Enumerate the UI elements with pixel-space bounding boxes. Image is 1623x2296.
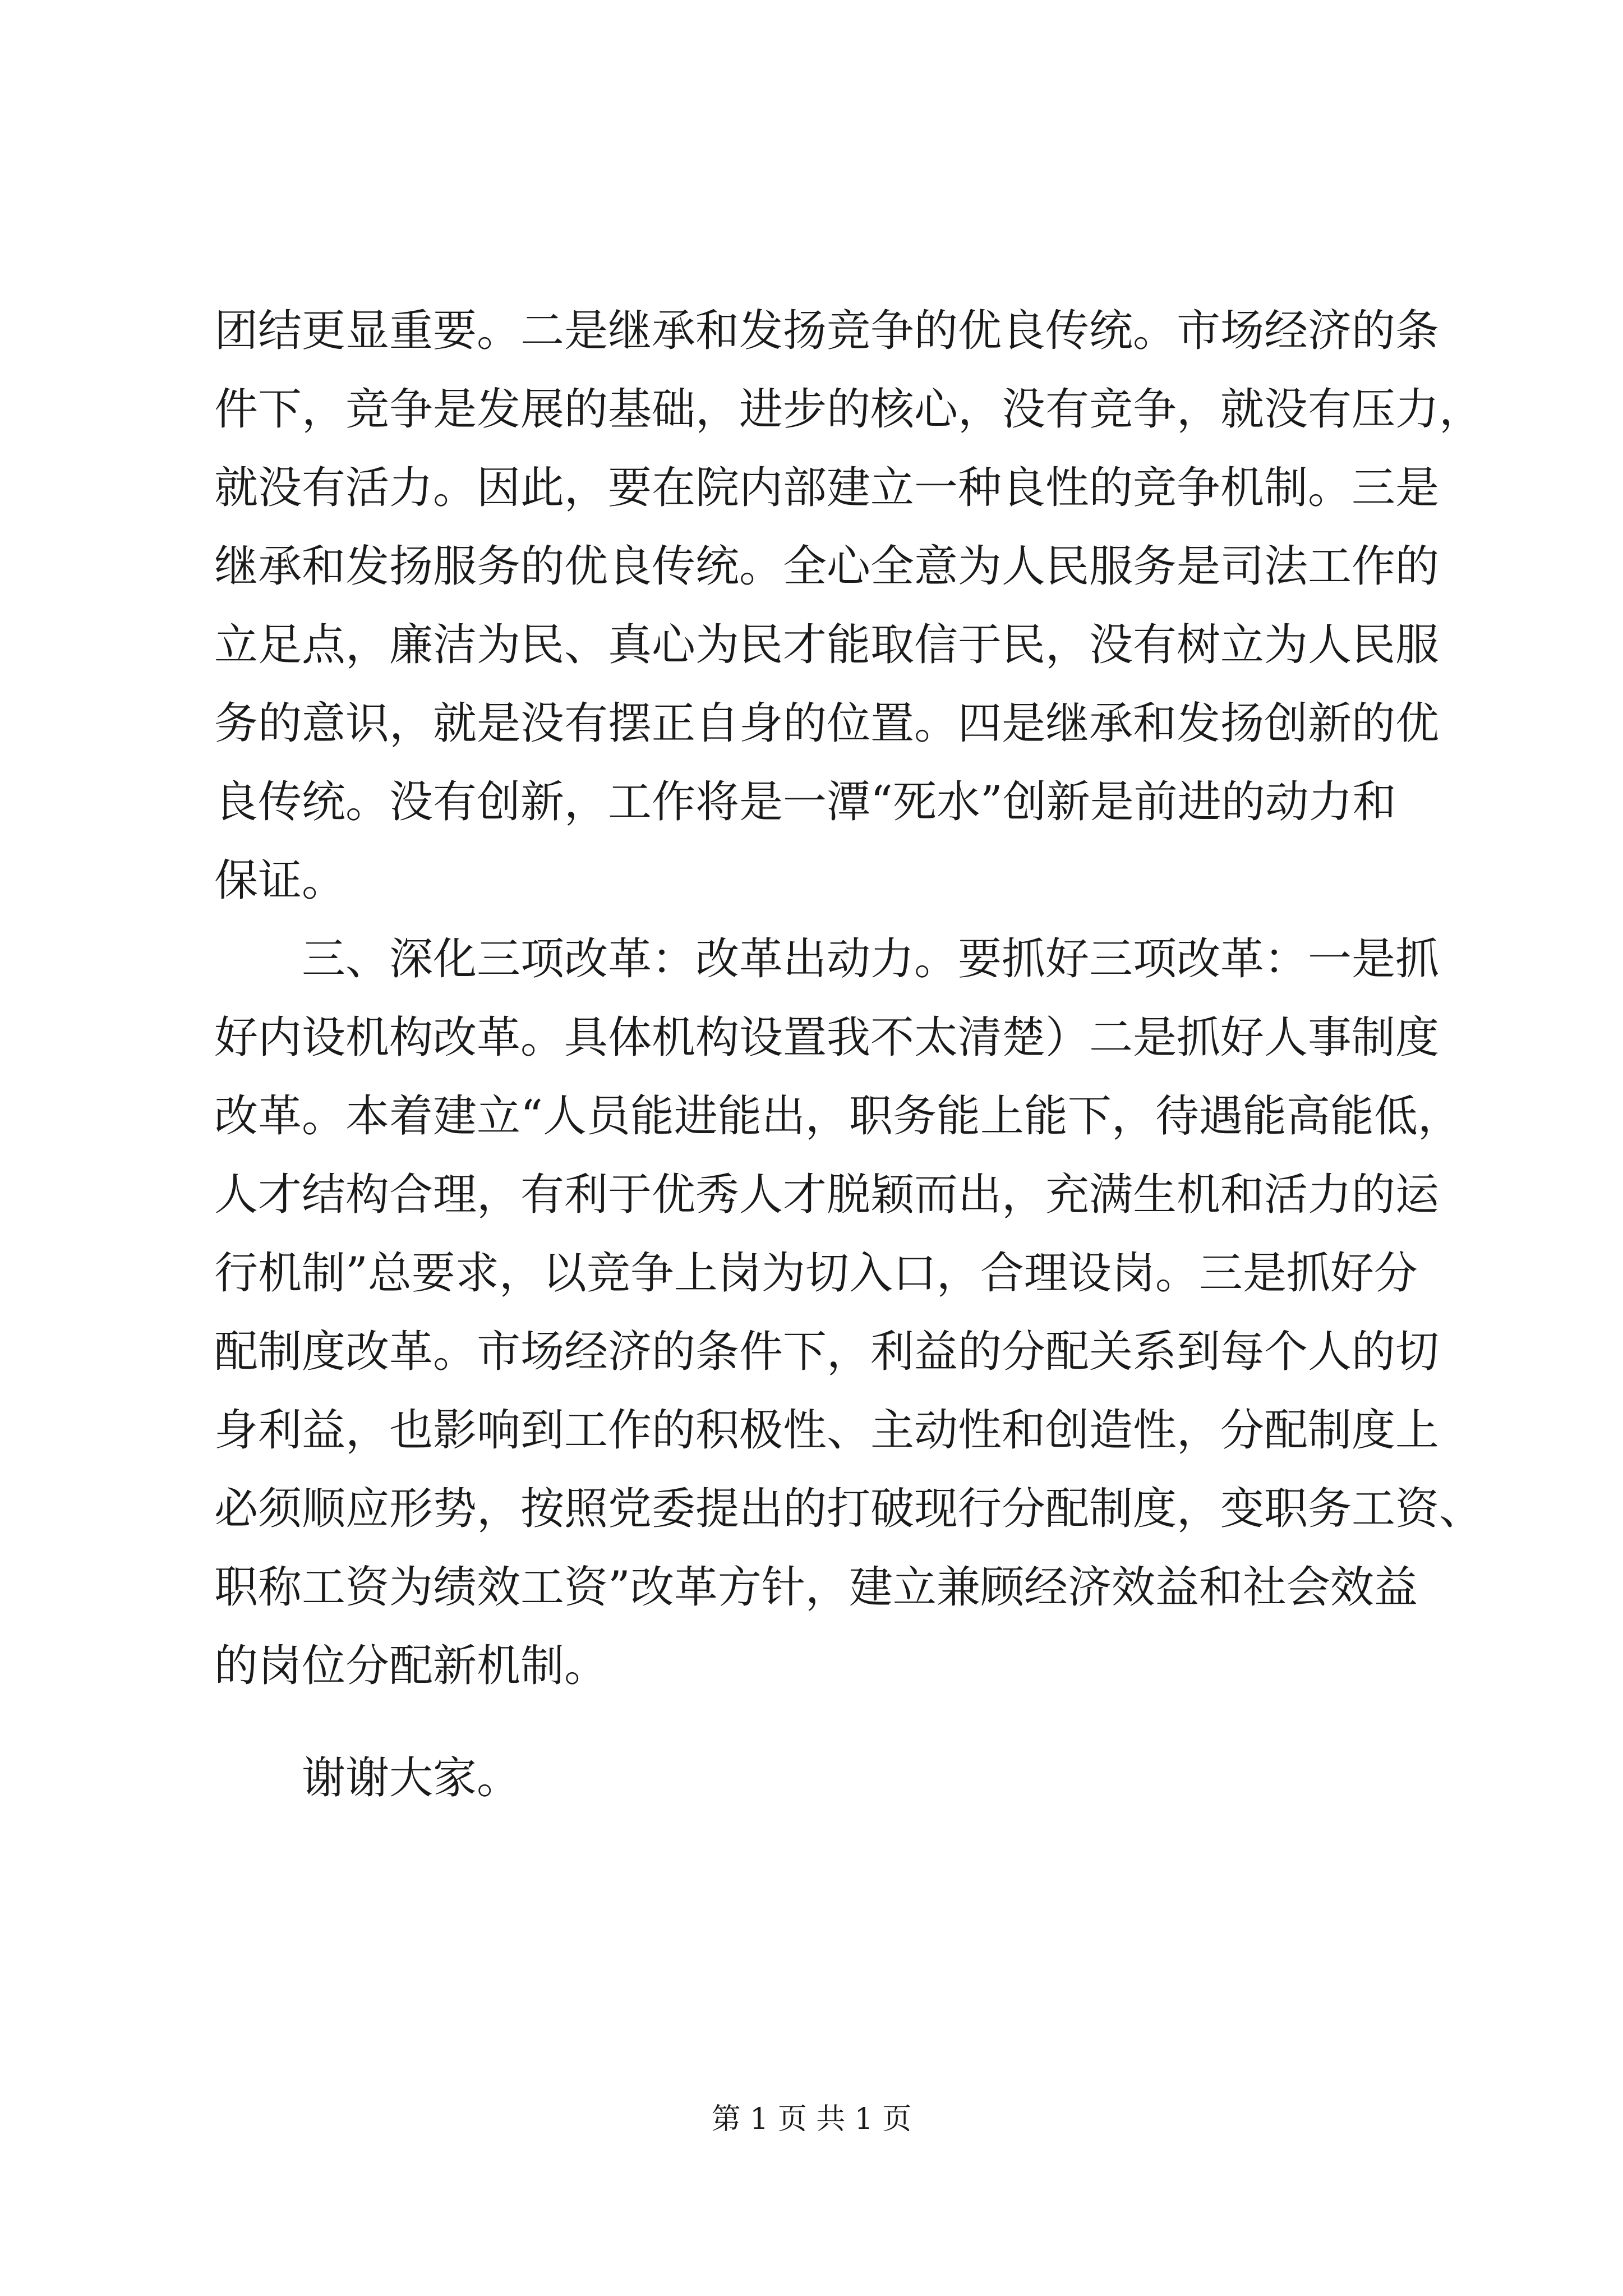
- paragraph-line: 保证。: [214, 855, 346, 906]
- paragraph-line: 行机制”总要求，以竞争上岗为切入口，合理设岗。三是抓好分: [214, 1248, 1418, 1299]
- paragraph-line: 三、深化三项改革：改革出动力。要抓好三项改革：一是抓: [302, 934, 1440, 984]
- paragraph-line: 继承和发扬服务的优良传统。全心全意为人民服务是司法工作的: [214, 541, 1440, 592]
- paragraph-line: 人才结构合理，有利于优秀人才脱颖而出，充满生机和活力的运: [214, 1170, 1440, 1220]
- paragraph-line: 团结更显重要。二是继承和发扬竞争的优良传统。市场经济的条: [214, 306, 1440, 356]
- paragraph-line: 职称工资为绩效工资”改革方针，建立兼顾经济效益和社会效益: [214, 1562, 1418, 1613]
- paragraph-line: 立足点，廉洁为民、真心为民才能取信于民，没有树立为人民服: [214, 620, 1440, 670]
- paragraph-line: 件下，竞争是发展的基础，进步的核心，没有竞争，就没有压力，: [214, 384, 1483, 435]
- page-footer: 第 1 页 共 1 页: [711, 2102, 912, 2136]
- paragraph-line: 配制度改革。市场经济的条件下，利益的分配关系到每个人的切: [214, 1327, 1440, 1377]
- paragraph-line: 必须顺应形势，按照党委提出的打破现行分配制度，变职务工资、: [214, 1484, 1483, 1534]
- paragraph-line: 身利益，也影响到工作的积极性、主动性和创造性，分配制度上: [214, 1405, 1440, 1456]
- closing-line: 谢谢大家。: [302, 1753, 521, 1803]
- paragraph-line: 改革。本着建立“人员能进能出，职务能上能下，待遇能高能低，: [214, 1091, 1461, 1142]
- paragraph-line: 的岗位分配新机制。: [214, 1641, 608, 1691]
- paragraph-line: 好内设机构改革。具体机构设置我不太清楚）二是抓好人事制度: [214, 1013, 1440, 1063]
- paragraph-line: 就没有活力。因此，要在院内部建立一种良性的竞争机制。三是: [214, 463, 1440, 513]
- paragraph-line: 良传统。没有创新，工作将是一潭“死水”创新是前进的动力和: [214, 777, 1396, 827]
- paragraph-line: 务的意识，就是没有摆正自身的位置。四是继承和发扬创新的优: [214, 698, 1440, 749]
